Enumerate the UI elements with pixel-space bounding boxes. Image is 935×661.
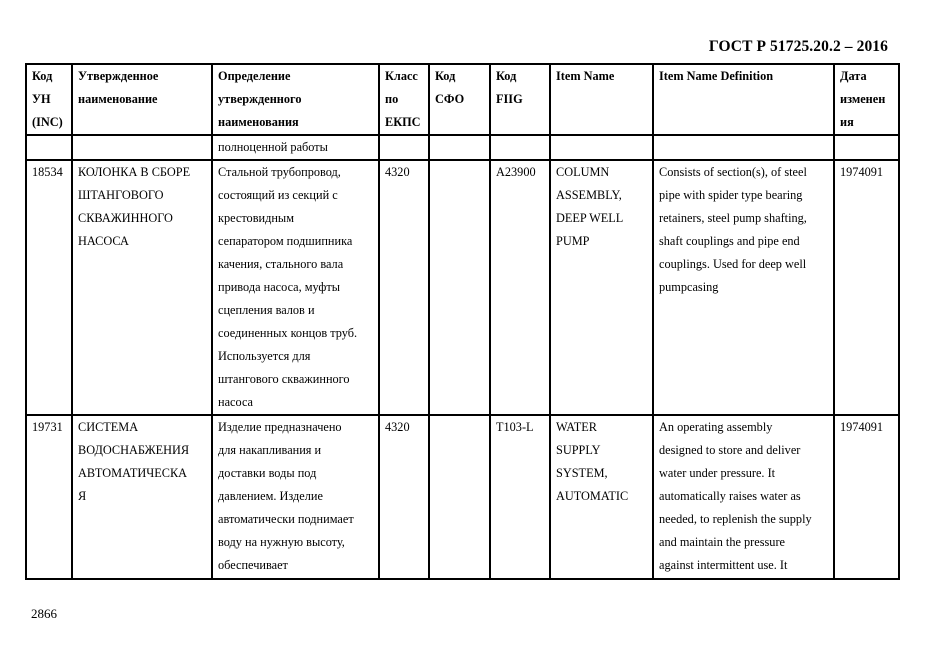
- text-line: обеспечивает: [218, 558, 288, 572]
- cell-ekps-class: 4320: [379, 160, 429, 415]
- text-line: СКВАЖИННОГО: [78, 211, 173, 225]
- text-line: pumpcasing: [659, 280, 719, 294]
- cell-item-name: [550, 160, 653, 415]
- text-line: automatically raises water as: [659, 489, 801, 503]
- text-line: состоящий из секций с: [218, 188, 338, 202]
- text-line: Изделие предназначено: [218, 420, 342, 434]
- header-item-name: [550, 64, 653, 135]
- text-line: давлением. Изделие: [218, 489, 323, 503]
- header-sfo-code: [429, 64, 490, 135]
- text-line: retainers, steel pump shafting,: [659, 211, 807, 225]
- header-item-name-definition: [653, 64, 834, 135]
- text-line: FIIG: [496, 92, 523, 106]
- document-header: ГОСТ Р 51725.20.2 – 2016: [708, 38, 888, 55]
- text-line: shaft couplings and pipe end: [659, 234, 800, 248]
- nomenclature-table: [25, 63, 900, 580]
- text-line: Утвержденное: [78, 69, 159, 83]
- header-definition: [212, 64, 379, 135]
- text-line: воду на нужную высоту,: [218, 535, 345, 549]
- text-line: Consists of section(s), of steel: [659, 165, 807, 179]
- text-line: автоматически поднимает: [218, 512, 354, 526]
- text-line: СФО: [435, 92, 465, 106]
- text-line: Код: [32, 69, 53, 83]
- text-line: Определение: [218, 69, 291, 83]
- text-line: SYSTEM,: [556, 466, 608, 480]
- text-line: привода насоса, муфты: [218, 280, 341, 294]
- text-line: Используется для: [218, 349, 311, 363]
- text-line: Item Name Definition: [659, 69, 774, 83]
- table-row: [26, 160, 899, 415]
- table-row: [26, 415, 899, 579]
- text-line: ВОДОСНАБЖЕНИЯ: [78, 443, 190, 457]
- text-line: УН: [32, 92, 51, 106]
- cell-item-name: [550, 415, 653, 579]
- header-inc: [26, 64, 72, 135]
- text-line: НАСОСА: [78, 234, 129, 248]
- cell-approved-name: [72, 160, 212, 415]
- cell-inc: 18534: [26, 160, 72, 415]
- text-line: ШТАНГОВОГО: [78, 188, 164, 202]
- text-line: сепаратором подшипника: [218, 234, 353, 248]
- text-line: water under pressure. It: [659, 466, 776, 480]
- text-line: для накапливания и: [218, 443, 322, 457]
- text-line: and maintain the pressure: [659, 535, 786, 549]
- text-line: (INC): [32, 115, 63, 129]
- text-line: DEEP WELL: [556, 211, 624, 225]
- text-line: against intermittent use. It: [659, 558, 788, 572]
- text-line: PUMP: [556, 234, 590, 248]
- cell-sfo-code: [429, 415, 490, 579]
- cell-sfo-code: [429, 160, 490, 415]
- text-line: couplings. Used for deep well: [659, 257, 807, 271]
- text-line: pipe with spider type bearing: [659, 188, 803, 202]
- text-line: СИСТЕМА: [78, 420, 139, 434]
- cell-definition: [212, 160, 379, 415]
- text-line: наименования: [218, 115, 299, 129]
- cell-fiig-code: A23900: [490, 160, 550, 415]
- cell-inc: 19731: [26, 415, 72, 579]
- header-ekps-class: [379, 64, 429, 135]
- text-line: Код: [496, 69, 517, 83]
- text-line: needed, to replenish the supply: [659, 512, 812, 526]
- text-line: наименование: [78, 92, 158, 106]
- cell-fiig-code: T103-L: [490, 415, 550, 579]
- cell-change-date: 1974091: [834, 415, 899, 579]
- text-line: Стальной трубопровод,: [218, 165, 341, 179]
- text-line: качения, стального вала: [218, 257, 344, 271]
- text-line: насоса: [218, 395, 254, 409]
- text-line: Я: [78, 489, 87, 503]
- text-line: designed to store and deliver: [659, 443, 801, 457]
- text-line: КОЛОНКА В СБОРЕ: [78, 165, 191, 179]
- text-line: ЕКПС: [385, 115, 421, 129]
- page-number: 2866: [31, 606, 57, 621]
- cell-approved-name: [72, 415, 212, 579]
- text-line: Класс: [385, 69, 418, 83]
- cell-ekps-class: 4320: [379, 415, 429, 579]
- text-line: изменен: [840, 92, 886, 106]
- continuation-definition: полноценной работы: [212, 135, 379, 160]
- text-line: Item Name: [556, 69, 615, 83]
- text-line: ASSEMBLY,: [556, 188, 622, 202]
- text-line: по: [385, 92, 399, 106]
- text-line: АВТОМАТИЧЕСКА: [78, 466, 188, 480]
- text-line: соединенных концов труб.: [218, 326, 358, 340]
- text-line: ия: [840, 115, 854, 129]
- text-line: AUTOMATIC: [556, 489, 629, 503]
- header-fiig-code: [490, 64, 550, 135]
- text-line: утвержденного: [218, 92, 302, 106]
- cell-item-name-definition: [653, 415, 834, 579]
- text-line: штангового скважинного: [218, 372, 350, 386]
- table-header-row: [26, 64, 899, 135]
- text-line: Код: [435, 69, 456, 83]
- header-approved-name: [72, 64, 212, 135]
- continuation-row: [26, 135, 899, 160]
- text-line: доставки воды под: [218, 466, 317, 480]
- text-line: SUPPLY: [556, 443, 601, 457]
- header-change-date: [834, 64, 899, 135]
- cell-item-name-definition: [653, 160, 834, 415]
- text-line: Дата: [840, 69, 867, 83]
- text-line: сцепления валов и: [218, 303, 315, 317]
- text-line: WATER: [556, 420, 597, 434]
- text-line: An operating assembly: [659, 420, 773, 434]
- text-line: крестовидным: [218, 211, 294, 225]
- text-line: COLUMN: [556, 165, 610, 179]
- cell-definition: [212, 415, 379, 579]
- cell-change-date: 1974091: [834, 160, 899, 415]
